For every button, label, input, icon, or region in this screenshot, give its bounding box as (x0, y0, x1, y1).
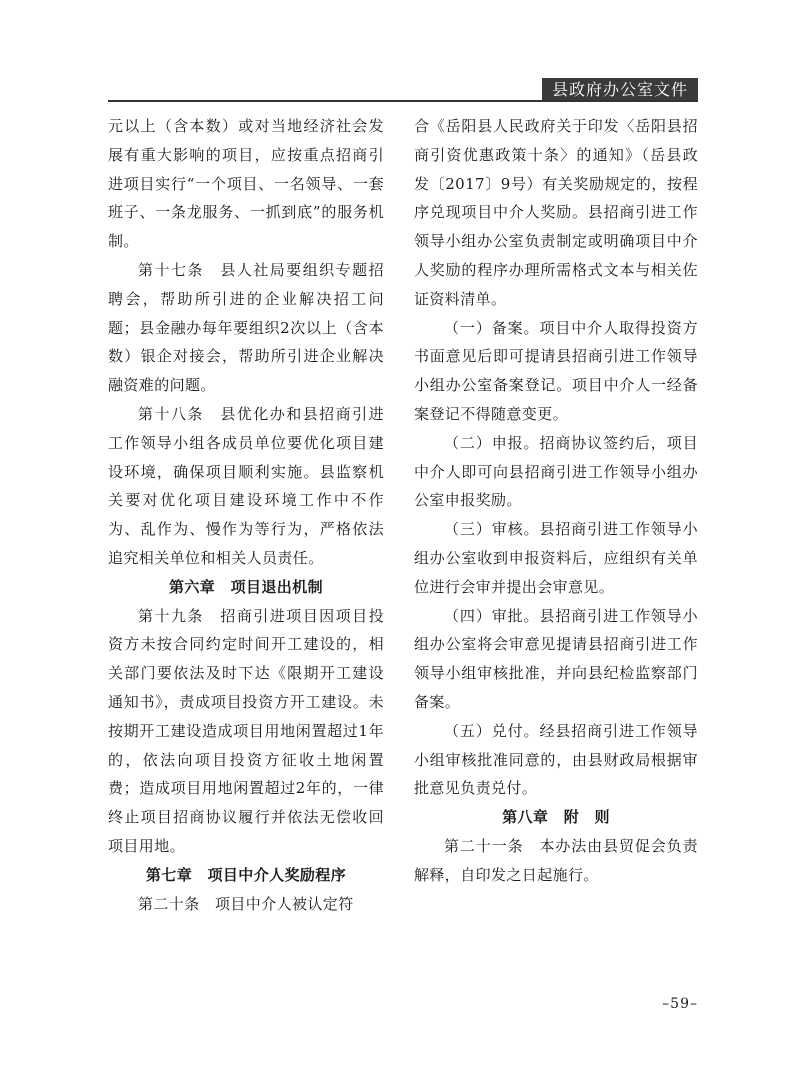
article-19: 第十九条 招商引进项目因项目投资方未按合同约定时间开工建设的，相关部门要依法及时下达《限期开工建设通知书》，责成项目投资方开工建设。未按期开工建设造成项目用地闲置超过1年的，依法向项目投资方征收土地闲置费；造成项目用地闲置超过2年的，一律终止项目招商协议履行并依法无偿收回项目用地。 (108, 606, 384, 855)
item-application: （二）申报。招商协议签约后，项目中介人即可向县招商引进工作领导小组办公室申报奖励。 (414, 433, 698, 510)
article-17: 第十七条 县人社局要组织专题招聘会，帮助所引进的企业解决招工问题；县金融办每年要组织2次以上（含本数）银企对接会，帮助所引进企业解决融资难的问题。 (108, 260, 384, 395)
paragraph-continued: 元以上（含本数）或对当地经济社会发展有重大影响的项目，应按重点招商引进项目实行“一个项目、一名领导、一套班子、一条龙服务、一抓到底”的服务机制。 (108, 117, 384, 251)
item-filing: （一）备案。项目中介人取得投资方书面意见后即可提请县招商引进工作领导小组办公室备案登记。项目中介人一经备案登记不得随意变更。 (414, 318, 698, 423)
chapter-7-heading: 第七章 项目中介人奖励程序 (145, 865, 347, 884)
right-column (414, 112, 698, 890)
header-rule (108, 100, 698, 102)
article-20-start: 第二十条 项目中介人被认定符 (138, 894, 354, 913)
item-review: （三）审核。县招商引进工作领导小组办公室收到申报资料后，应组织有关单位进行会审并提出会审意见。 (414, 520, 698, 596)
chapter-8-heading: 第八章 附 则 (502, 808, 610, 827)
article-20-continued: 合《岳阳县人民政府关于印发〈岳阳县招商引资优惠政策十条〉的通知》（岳县政发〔2017〕9号）有关奖励规定的，按程序兑现项目中介人奖励。县招商引进工作领导小组办公室负责制定或明确项目中介人奖励的程序办理所需格式文本与相关佐证资料清单。 (414, 117, 698, 308)
article-21: 第二十一条 本办法由县贸促会负责解释，自印发之日起施行。 (414, 836, 698, 884)
item-approval: （四）审批。县招商引进工作领导小组办公室将会审意见提请县招商引进工作领导小组审核批准，并向县纪检监察部门备案。 (414, 606, 698, 711)
page-number: –59– (662, 996, 698, 1012)
chapter-6-heading: 第六章 项目退出机制 (168, 577, 323, 596)
item-payment: （五）兑付。经县招商引进工作领导小组审核批准同意的，由县财政局根据审批意见负责兑付。 (414, 721, 698, 798)
article-18: 第十八条 县优化办和县招商引进工作领导小组各成员单位要优化项目建设环境，确保项目顺利实施。县监察机关要对优化项目建设环境工作中不作为、乱作为、慢作为等行为，严格依法追究相关单位和相关人员责任。 (108, 404, 384, 567)
header-title: 县政府办公室文件 (542, 78, 698, 102)
left-column (108, 112, 384, 918)
